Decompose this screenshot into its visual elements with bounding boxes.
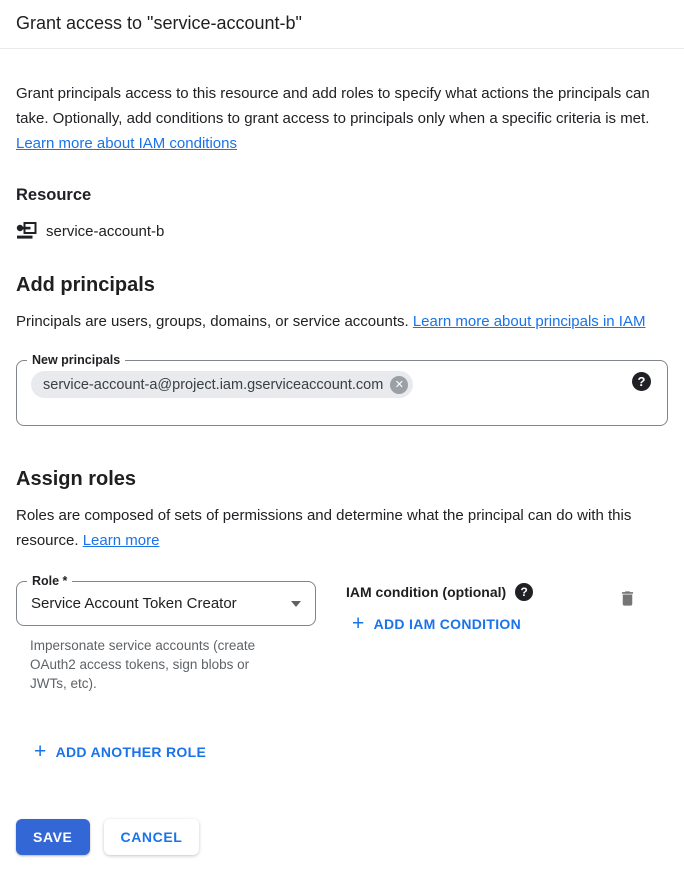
dropdown-arrow-icon <box>291 601 301 607</box>
add-another-role-button[interactable] <box>34 740 207 763</box>
add-another-role-label: ADD ANOTHER ROLE <box>55 744 207 760</box>
delete-role-button[interactable] <box>618 589 637 611</box>
principal-chip-value: service-account-a@project.iam.gserviceaccount.com <box>43 376 384 393</box>
save-button[interactable]: SAVE <box>16 819 90 855</box>
trash-icon <box>618 589 637 611</box>
add-iam-condition-button[interactable] <box>352 612 522 635</box>
add-principals-heading: Add principals <box>16 274 155 296</box>
principals-help-icon[interactable]: ? <box>632 372 651 391</box>
resource-heading: Resource <box>16 186 92 204</box>
iam-condition-help-icon[interactable]: ? <box>515 583 533 601</box>
service-account-icon <box>16 222 37 240</box>
assign-roles-description <box>16 503 666 553</box>
principals-iam-link[interactable]: Learn more about principals in IAM <box>412 313 646 330</box>
dialog-header <box>0 0 684 49</box>
role-help-text: Impersonate service accounts (create OAuth2 access tokens, sign blobs or JWTs, etc). <box>30 638 256 691</box>
resource-name: service-account-b <box>46 222 165 240</box>
iam-conditions-link[interactable]: Learn more about IAM conditions <box>16 135 237 152</box>
plus-icon: + <box>34 740 47 763</box>
new-principals-input[interactable] <box>419 371 653 398</box>
iam-condition-label-row <box>346 583 533 601</box>
intro-text: Grant principals access to this resource and add roles to specify what actions the principals can take. Optionally, add conditions to grant access to principals only when a specific criteria is met. <box>16 85 650 127</box>
dialog-footer <box>16 819 668 855</box>
role-select-label: Role * <box>27 573 72 590</box>
assign-roles-text: Roles are composed of sets of permissions and determine what the principal can do with this resource. <box>16 507 632 549</box>
assign-roles-heading: Assign roles <box>16 468 137 490</box>
dialog-body <box>0 81 684 855</box>
cancel-button[interactable]: CANCEL <box>104 819 200 855</box>
page-title: Grant access to "service-account-b" <box>16 13 302 33</box>
add-iam-condition-label: ADD IAM CONDITION <box>373 616 522 632</box>
add-principals-description <box>16 309 666 334</box>
iam-condition-label: IAM condition (optional) <box>346 584 507 600</box>
resource-row <box>16 222 668 240</box>
plus-icon: + <box>352 612 365 635</box>
remove-principal-icon[interactable]: ✕ <box>390 376 408 394</box>
principals-chip-area <box>31 371 653 398</box>
role-row <box>16 574 668 693</box>
role-column <box>16 574 316 693</box>
principal-chip <box>31 371 413 398</box>
add-principals-text: Principals are users, groups, domains, or service accounts. <box>16 313 413 330</box>
role-select[interactable] <box>16 574 316 626</box>
new-principals-label: New principals <box>27 352 125 369</box>
intro-paragraph <box>16 81 666 156</box>
role-select-value: Service Account Token Creator <box>31 595 237 612</box>
roles-learn-more-link[interactable]: Learn more <box>82 532 160 549</box>
iam-condition-column <box>346 581 533 635</box>
new-principals-field[interactable] <box>16 353 668 426</box>
